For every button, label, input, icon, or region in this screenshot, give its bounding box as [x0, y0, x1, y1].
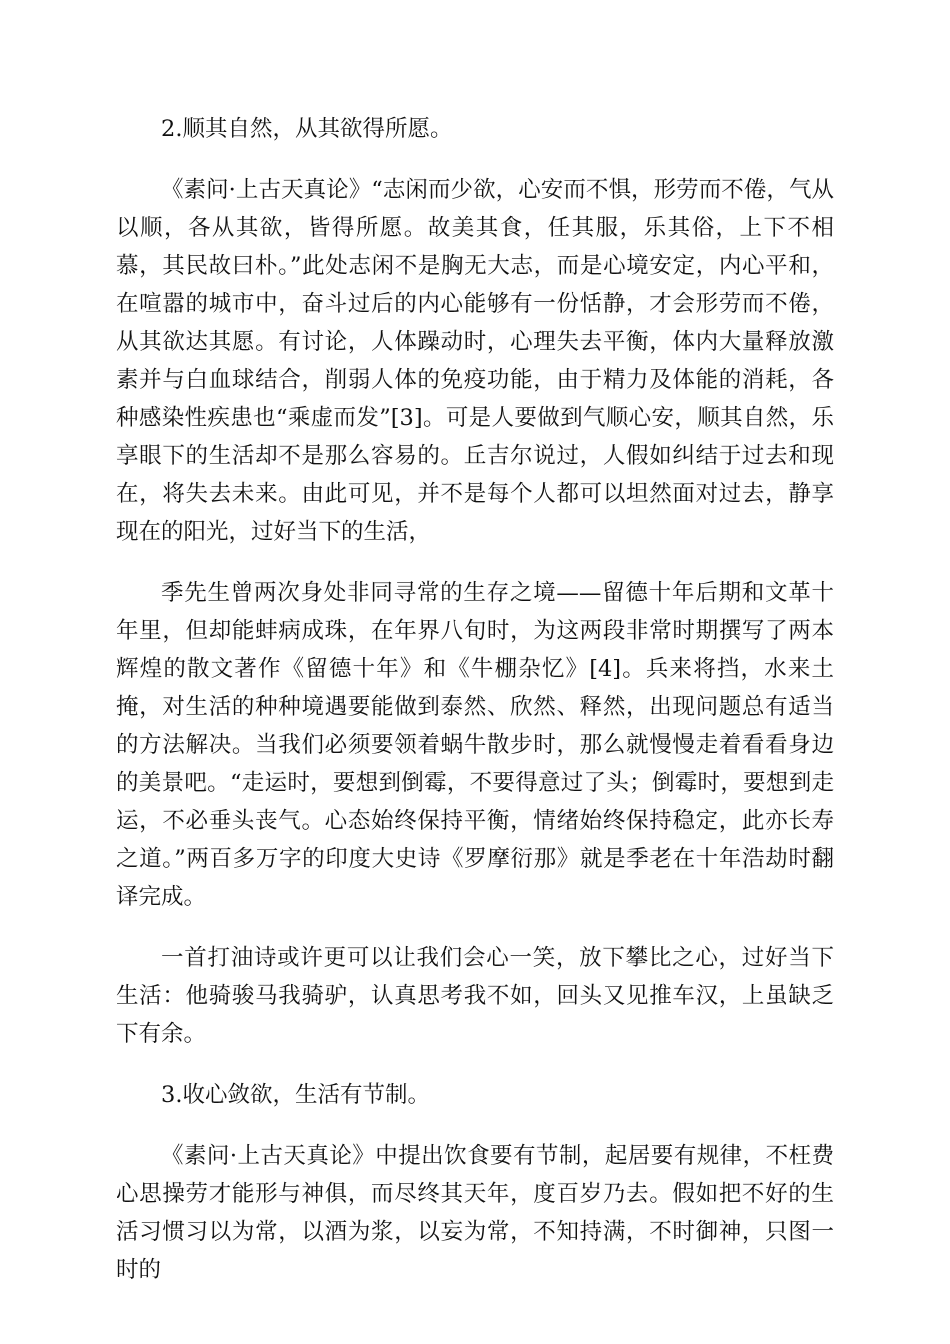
section-heading: 2.顺其自然，从其欲得所愿。: [161, 116, 453, 142]
paragraph: 《素问·上古天真论》中提出饮食要有节制，起居要有规律，不枉费心思操劳才能形与神俱，而尽终其天年，度百岁乃去。假如把不好的生活习惯习以为常，以酒为浆，以妄为常，不知持满，不时御神，只图一时的: [116, 1143, 834, 1283]
paragraph: 《素问·上古天真论》“志闲而少欲，心安而不惧，形劳而不倦，气从以顺，各从其欲，皆得所愿。故美其食，任其服，乐其俗，上下不相慕，其民故曰朴。”此处志闲不是胸无大志，而是心境安定，内心平和，在喧嚣的城市中，奋斗过后的内心能够有一份恬静，才会形劳而不倦，从其欲达其愿。有讨论，人体躁动时，心理失去平衡，体内大量释放激素并与白血球结合，削弱人体的免疫功能，由于精力及体能的消耗，各种感染性疾患也“乘虚而发”[3]。可是人要做到气顺心安，顺其自然，乐享眼下的生活却不是那么容易的。丘吉尔说过，人假如纠结于过去和现在，将失去未来。由此可见，并不是每个人都可以坦然面对过去，静享现在的阳光，过好当下的生活，: [116, 177, 834, 545]
section-3: [116, 1076, 834, 1289]
paragraph: 一首打油诗或许更可以让我们会心一笑，放下攀比之心，过好当下生活：他骑骏马我骑驴，认真思考我不如，回头又见推车汉，上虽缺乏下有余。: [116, 945, 834, 1047]
section-heading: 3.收心敛欲，生活有节制。: [161, 1082, 430, 1108]
paragraph: 季先生曾两次身处非同寻常的生存之境——留德十年后期和文革十年里，但却能蚌病成珠，在年界八旬时，为这两段非常时期撰写了两本辉煌的散文著作《留德十年》和《牛棚杂忆》[4]。兵来将挡，水来土掩，对生活的种种境遇要能做到泰然、欣然、释然，出现问题总有适当的方法解决。当我们必须要领着蜗牛散步时，那么就慢慢走着看看身边的美景吧。“走运时，要想到倒霉，不要得意过了头；倒霉时，要想到走运，不必垂头丧气。心态始终保持平衡，情绪始终保持稳定，此亦长寿之道。”两百多万字的印度大史诗《罗摩衍那》就是季老在十年浩劫时翻译完成。: [116, 580, 834, 910]
document-page: [116, 110, 834, 1312]
section-2: [116, 110, 834, 1053]
